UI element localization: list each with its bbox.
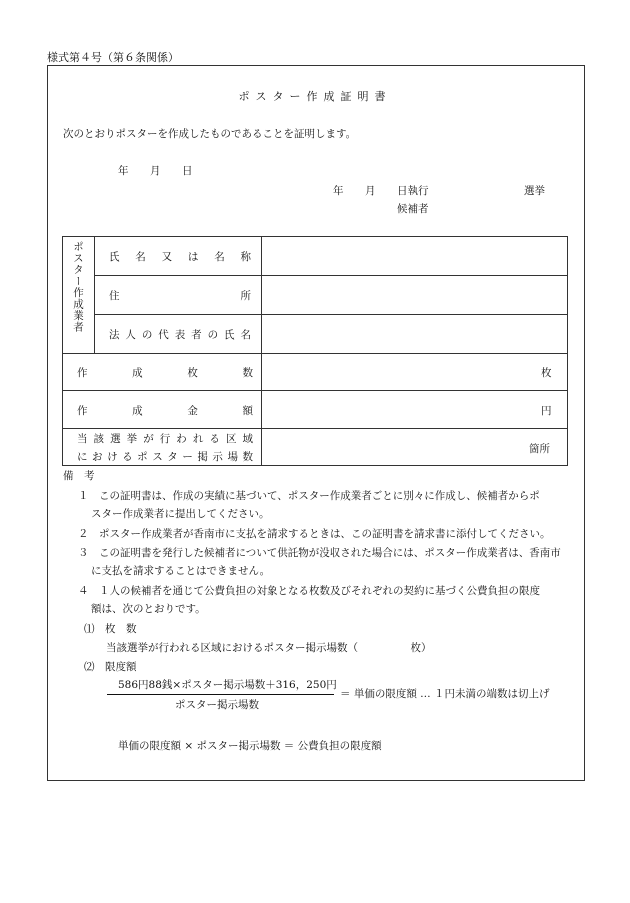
places-label-line-2: におけるポスター掲示場数 (77, 451, 253, 463)
sub-item-1-title: ⑴ 枚 数 (84, 623, 137, 635)
note-4-line-1: ４ １人の候補者を通じて公費負担の対象となる枚数及びそれぞれの契約に基づく公費負担の限度 (78, 585, 540, 597)
producer-table (62, 236, 568, 466)
divider (63, 390, 567, 391)
divider (63, 428, 567, 429)
note-4-line-2: 額は、次のとおりです。 (91, 603, 206, 615)
divider (94, 275, 567, 276)
note-2: ２ ポスター作成業者が香南市に支払を請求するときは、この証明書を請求書に添付してください。 (78, 528, 551, 540)
name-value[interactable] (263, 238, 565, 274)
name-label: 氏名又は名称 (109, 251, 251, 263)
sub-item-2-title: ⑵ 限度額 (84, 661, 137, 673)
date-year-label: 年 (118, 165, 129, 177)
sub-item-1-text: 当該選挙が行われる区域におけるポスター掲示場数（ 枚） (106, 642, 432, 654)
note-3-line-1: ３ この証明書を発行した候補者について供託物が没収された場合には、ポスター作成業者は、香南市 (78, 547, 561, 559)
election-year-label: 年 (333, 185, 344, 197)
divider (63, 353, 567, 354)
date-day-label: 日 (182, 165, 193, 177)
election-day-label: 日執行 (397, 185, 429, 197)
places-label-line-1: 当該選挙が行われる区域 (77, 433, 253, 445)
final-formula: 単価の限度額 × ポスター掲示場数 ＝ 公費負担の限度額 (118, 740, 382, 752)
address-value[interactable] (263, 277, 565, 313)
representative-value[interactable] (263, 316, 565, 352)
producer-label: ポスター作成業者 (72, 241, 84, 333)
formula-denominator: ポスター掲示場数 (175, 699, 259, 711)
document-title: ポスター作成証明書 (238, 90, 392, 103)
date-month-label: 月 (150, 165, 161, 177)
divider (94, 314, 567, 315)
note-3-line-2: に支払を請求することはできません。 (91, 565, 271, 577)
election-label: 選挙 (524, 185, 545, 197)
candidate-label: 候補者 (397, 203, 429, 215)
count-unit: 枚 (541, 367, 552, 379)
amount-label: 作成金額 (77, 405, 253, 417)
places-unit: 箇所 (529, 443, 550, 455)
count-label: 作成枚数 (77, 367, 253, 379)
form-number: 様式第４号（第６条関係） (47, 51, 179, 64)
certification-statement: 次のとおりポスターを作成したものであることを証明します。 (63, 128, 357, 140)
divider (94, 237, 95, 353)
representative-label: 法人の代表者の氏名 (109, 329, 251, 341)
address-label: 住所 (109, 290, 251, 302)
election-month-label: 月 (365, 185, 376, 197)
formula-equals-text: ＝ 単価の限度額 … １円未満の端数は切上げ (340, 688, 550, 700)
note-1-line-2: スター作成業者に提出してください。 (91, 508, 270, 520)
notes-heading: 備 考 (63, 470, 95, 482)
formula-numerator: 586円88銭×ポスター掲示場数＋316，250円 (118, 679, 337, 691)
note-1-line-1: １ この証明書は、作成の実績に基づいて、ポスター作成業者ごとに別々に作成し、候補者からポ (78, 490, 540, 502)
divider (261, 237, 262, 465)
amount-unit: 円 (541, 405, 552, 417)
fraction-bar (107, 694, 334, 695)
